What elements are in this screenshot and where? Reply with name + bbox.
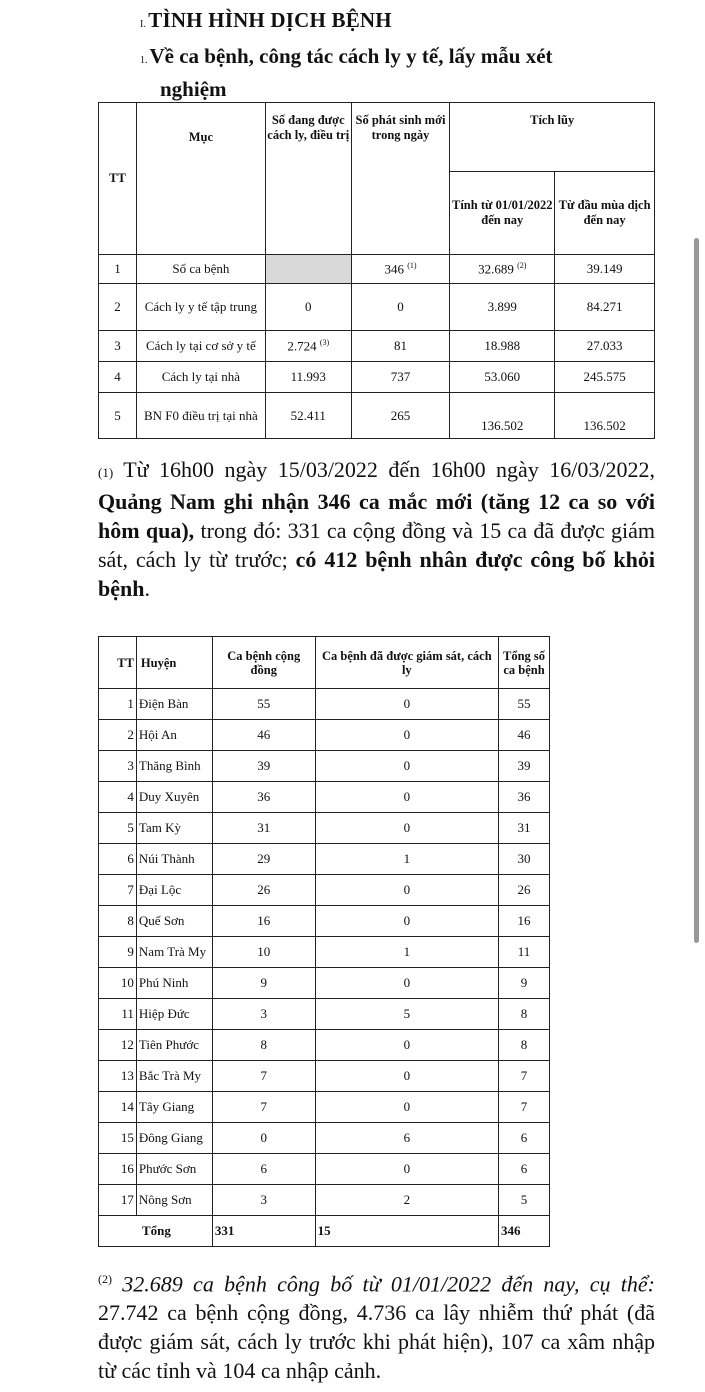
table-row: 14 Tây Giang 7 0 7 [99,1092,550,1123]
col-header-giam-sat: Ca bệnh đã được giám sát, cách ly [315,637,498,689]
scrollbar[interactable] [694,238,699,943]
table-row: 7 Đại Lộc 26 0 26 [99,875,550,906]
col-header-dang: Số đang được cách ly, điều trị [265,103,351,255]
section-heading: I.TÌNH HÌNH DỊCH BỆNH [140,8,392,32]
table-row: 15 Đông Giang 0 6 6 [99,1123,550,1154]
table-row: 12 Tiên Phước 8 0 8 [99,1030,550,1061]
paragraph-note-2: $^{(2)}$ 32.689 ca bệnh công bố từ 01/01/2022 đến nay, cụ thể: 27.742 ca bệnh cộng đồng, 4.736 ca lây nhiễm thứ phát (đã được giám sát, cách ly trước khi phát hiện), 107 ca xâm nhập từ các tỉnh và 104 ca nhập cảnh. [98,1271,655,1384]
table-row: 5 Tam Kỳ 31 0 31 [99,813,550,844]
table-row: 5 BN F0 điều trị tại nhà 52.411 265 136.502 136.502 [99,393,655,439]
col-header-tt: TT [99,637,137,689]
table-row: 4 Cách ly tại nhà 11.993 737 53.060 245.575 [99,362,655,393]
district-case-table [98,636,550,1247]
shaded-cell [265,255,351,284]
table-row: 9 Nam Trà My 10 1 11 [99,937,550,968]
col-header-tong: Tổng số ca bệnh [499,637,550,689]
table-row: 13 Bắc Trà My 7 0 7 [99,1061,550,1092]
table-row: 16 Phước Sơn 6 0 6 [99,1154,550,1185]
district-rows [99,689,550,1216]
col-header-tich-luy: Tích lũy [450,103,655,172]
col-header-cong-dong: Ca bệnh cộng đồng [212,637,315,689]
table-row: 6 Núi Thành 29 1 30 [99,844,550,875]
table-row: 1 Số ca bệnh 346 $^{(1)}$ 32.689 $^{(2)}$ 39.149 [99,255,655,284]
table-row: 8 Quế Sơn 16 0 16 [99,906,550,937]
col-header-muc: Mục [136,103,265,255]
case-summary-table [98,102,655,439]
table-row: 2 Hội An 46 0 46 [99,720,550,751]
table-row: 1 Điện Bàn 55 0 55 [99,689,550,720]
table-row: 11 Hiệp Đức 3 5 8 [99,999,550,1030]
total-row: Tổng 331 15 346 [99,1216,550,1247]
col-header-tinh-tu: Tính từ 01/01/2022 đến nay [450,172,555,255]
col-header-huyen: Huyện [136,637,212,689]
table-row: 3 Cách ly tại cơ sở y tế 2.724 $^{(3)}$ 81 18.988 27.033 [99,331,655,362]
table-row: 17 Nông Sơn 3 2 5 [99,1185,550,1216]
paragraph-note-1: (1) Từ 16h00 ngày 15/03/2022 đến 16h00 ngày 16/03/2022, Quảng Nam ghi nhận 346 ca mắc mới (tăng 12 ca so với hôm qua), trong đó: 331 ca cộng đồng và 15 ca đã được giám sát, cách ly từ trước; có 412 bệnh nhân được công bố khỏi bệnh. [98,457,656,601]
table-row: 4 Duy Xuyên 36 0 36 [99,782,550,813]
col-header-phat-sinh: Số phát sinh mới trong ngày [351,103,450,255]
table-row: 3 Thăng Bình 39 0 39 [99,751,550,782]
table-row: 10 Phú Ninh 9 0 9 [99,968,550,999]
table-row: 2 Cách ly y tế tập trung 0 0 3.899 84.271 [99,284,655,331]
subsection-heading: 1.Về ca bệnh, công tác cách ly y tế, lấy mẫu xét nghiệm [140,44,553,101]
col-header-tt: TT [99,103,137,255]
col-header-tu-dau: Từ đầu mùa dịch đến nay [555,172,655,255]
